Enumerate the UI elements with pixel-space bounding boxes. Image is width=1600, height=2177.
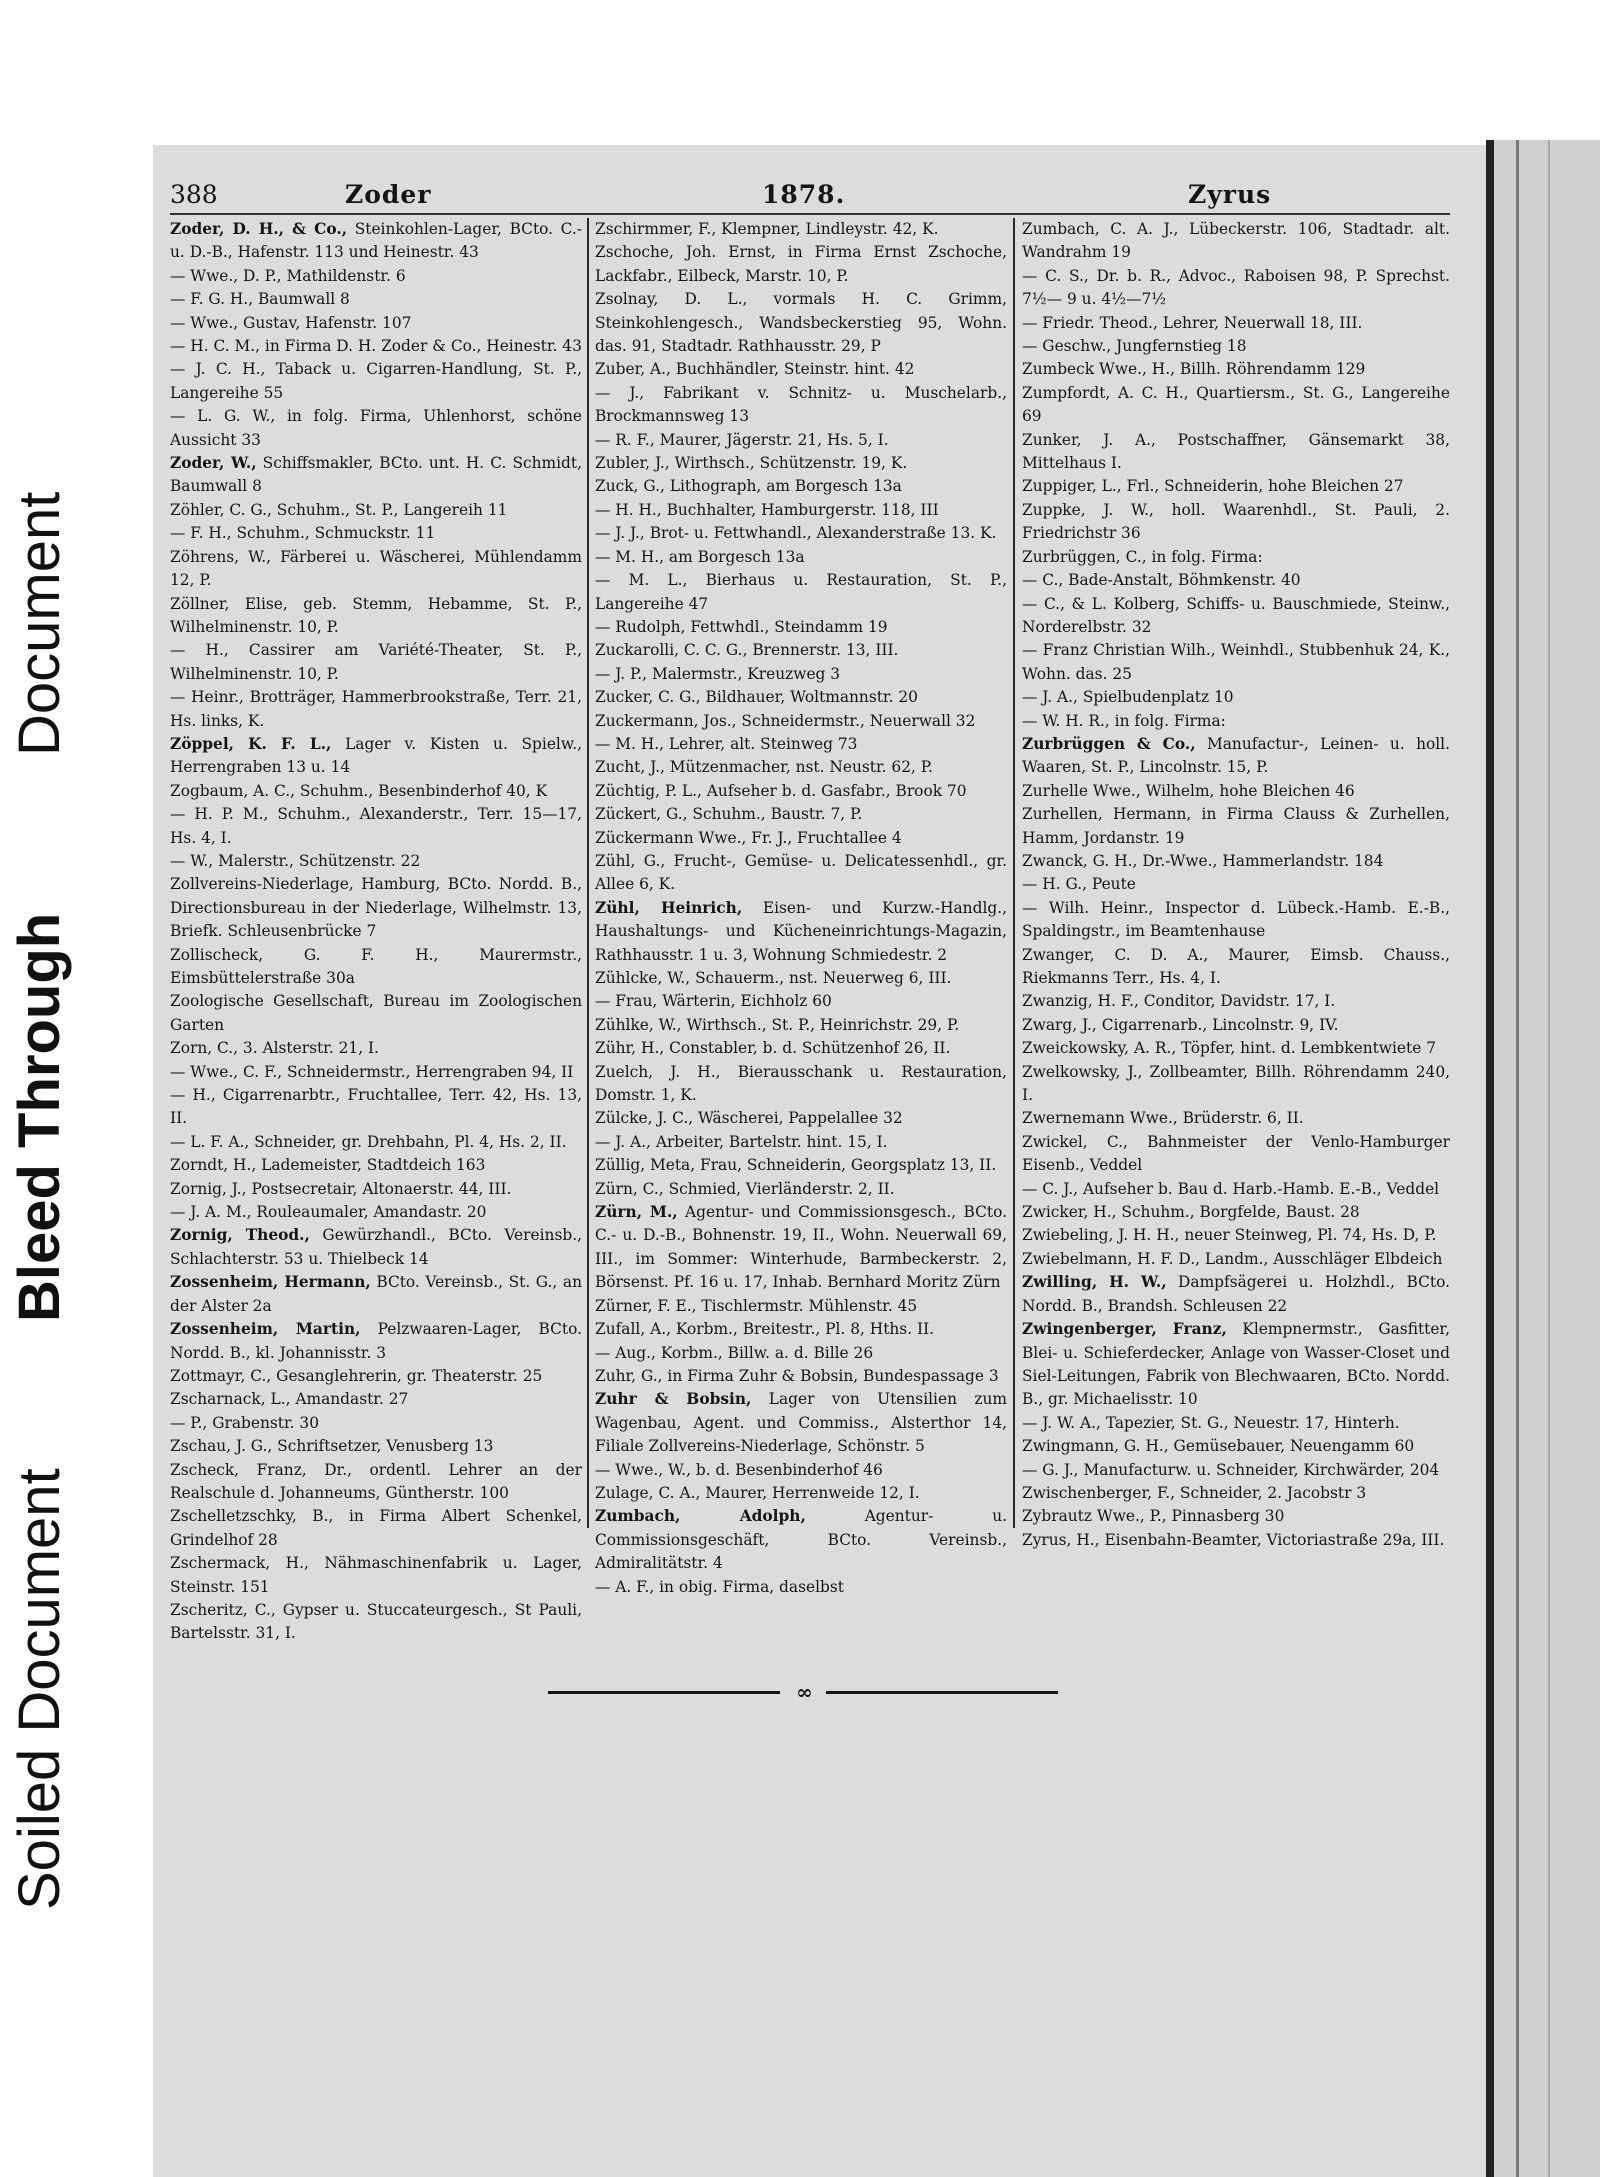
directory-entry	[595, 1342, 1007, 1365]
directory-entry	[1022, 475, 1450, 498]
directory-entry	[595, 686, 1007, 709]
directory-entry	[1022, 1505, 1450, 1528]
entry-text: Zwanck, G. H., Dr.-Wwe., Hammerlandstr. 184	[1022, 851, 1384, 870]
watermark-stamps	[6, 0, 76, 2177]
ornament-rule-left	[548, 1691, 780, 1694]
directory-entry	[1022, 710, 1450, 733]
directory-entry	[170, 1154, 582, 1177]
year-heading: 1878.	[762, 180, 846, 209]
directory-entry	[595, 733, 1007, 756]
directory-entry	[170, 990, 582, 1037]
directory-entry	[1022, 1131, 1450, 1178]
entry-text: Züchtig, P. L., Aufseher b. d. Gasfabr., Brook 70	[595, 781, 967, 800]
entry-firm-name: Zossenheim, Martin,	[170, 1320, 361, 1339]
entry-text: — Geschw., Jungfernstieg 18	[1022, 337, 1247, 356]
entry-text: — C., & L. Kolberg, Schiffs- u. Bauschmiede, Steinw., Norderelbstr. 32	[1022, 594, 1450, 636]
directory-entry	[595, 358, 1007, 381]
directory-entry	[595, 522, 1007, 545]
entry-text: Zurhellen, Hermann, in Firma Clauss & Zurhellen, Hamm, Jordanstr. 19	[1022, 805, 1450, 847]
entry-text: — M. L., Bierhaus u. Restauration, St. P., Langereihe 47	[595, 571, 1007, 613]
directory-entry	[595, 1061, 1007, 1108]
directory-entry	[170, 312, 582, 335]
entry-text: — G. J., Manufacturw. u. Schneider, Kirchwärder, 204	[1022, 1460, 1440, 1479]
entry-firm-name: Zurbrüggen & Co.,	[1022, 734, 1196, 753]
watermark-bleed-through: Bleed Through	[7, 912, 72, 1322]
entry-text: — Friedr. Theod., Lehrer, Neuerwall 18, III.	[1022, 313, 1363, 332]
entry-text: — M. H., am Borgesch 13a	[595, 547, 805, 566]
directory-entry	[170, 944, 582, 991]
entry-text: Zwarg, J., Cigarrenarb., Lincolnstr. 9, IV.	[1022, 1015, 1339, 1034]
directory-entry	[1022, 1201, 1450, 1224]
directory-entry	[595, 241, 1007, 288]
entry-text: Zorn, C., 3. Alsterstr. 21, I.	[170, 1039, 379, 1058]
directory-entry	[1022, 639, 1450, 686]
entry-text: Zwicker, H., Schuhm., Borgfelde, Baust. 28	[1022, 1203, 1360, 1222]
entry-text: — J. A., Spielbudenplatz 10	[1022, 688, 1234, 707]
entry-text: — Franz Christian Wilh., Weinhdl., Stubbenhuk 24, K., Wohn. das. 25	[1022, 641, 1450, 683]
page-number: 388	[170, 180, 218, 209]
directory-column-1	[170, 218, 582, 1643]
entry-text: Zwingmann, G. H., Gemüsebauer, Neuengamm 60	[1022, 1437, 1415, 1456]
column-divider	[1013, 218, 1015, 1528]
entry-text: Zschirmmer, F., Klempner, Lindleystr. 42, K.	[595, 220, 939, 238]
entry-text: — L. F. A., Schneider, gr. Drehbahn, Pl. 4, Hs. 2, II.	[170, 1132, 567, 1151]
directory-entry	[170, 873, 582, 943]
directory-entry	[1022, 1224, 1450, 1247]
entry-text: Zorndt, H., Lademeister, Stadtdeich 163	[170, 1156, 486, 1175]
directory-entry	[595, 1388, 1007, 1458]
entry-text: Zwernemann Wwe., Brüderstr. 6, II.	[1022, 1109, 1304, 1128]
entry-text: — W., Malerstr., Schützenstr. 22	[170, 851, 421, 870]
directory-entry	[170, 639, 582, 686]
entry-text: Zschermack, H., Nähmaschinenfabrik u. Lager, Steinstr. 151	[170, 1554, 582, 1596]
directory-entry	[1022, 382, 1450, 429]
directory-entry	[1022, 218, 1450, 265]
directory-entry	[1022, 429, 1450, 476]
directory-entry	[1022, 358, 1450, 381]
header-rule	[170, 213, 1450, 215]
directory-entry	[595, 288, 1007, 358]
entry-text: Zuhr, G., in Firma Zuhr & Bobsin, Bundespassage 3	[595, 1366, 999, 1385]
directory-entry	[595, 616, 1007, 639]
entry-text: Zöhrens, W., Färberei u. Wäscherei, Mühlendamm 12, P.	[170, 547, 582, 590]
directory-entry	[595, 1014, 1007, 1037]
entry-text: Zyrus, H., Eisenbahn-Beamter, Victoriastraße 29a, III.	[1022, 1530, 1445, 1549]
entry-text: Zückert, G., Schuhm., Baustr. 7, P.	[595, 805, 863, 824]
entry-text: Zucht, J., Mützenmacher, nst. Neustr. 62, P.	[595, 758, 933, 777]
directory-entry	[170, 850, 582, 873]
directory-entry	[595, 756, 1007, 779]
directory-entry	[1022, 1178, 1450, 1201]
directory-entry	[170, 686, 582, 733]
entry-text: Zwiebeling, J. H. H., neuer Steinweg, Pl. 74, Hs. D, P.	[1022, 1226, 1437, 1245]
watermark-soiled-document: Soiled Document	[7, 1468, 72, 1910]
entry-text: — F. H., Schuhm., Schmuckstr. 11	[170, 524, 436, 543]
directory-entry	[595, 1201, 1007, 1295]
directory-entry	[595, 1295, 1007, 1318]
directory-entry	[595, 1107, 1007, 1130]
directory-entry	[170, 522, 582, 545]
entry-text: — Aug., Korbm., Billw. a. d. Bille 26	[595, 1343, 874, 1362]
directory-entry	[170, 288, 582, 311]
entry-text: Zsolnay, D. L., vormals H. C. Grimm, Steinkohlengesch., Wandsbeckerstieg 95, Wohn. das. 91, Stadtadr. Rathhausstr. 29, P	[595, 290, 1007, 356]
entry-text: Zollischeck, G. F. H., Maurermstr., Eimsbüttelerstraße 30a	[170, 945, 582, 987]
entry-text: Zwiebelmann, H. F. D., Landm., Ausschläger Elbdeich	[1022, 1249, 1443, 1268]
entry-text: Zühl, G., Frucht-, Gemüse- u. Delicatessenhdl., gr. Allee 6, K.	[595, 851, 1007, 894]
directory-entry	[595, 710, 1007, 733]
entry-text: — J. C. H., Taback u. Cigarren-Handlung, St. P., Langereihe 55	[170, 360, 582, 402]
entry-text: — Wwe., Gustav, Hafenstr. 107	[170, 313, 412, 332]
entry-text: — Wilh. Heinr., Inspector d. Lübeck.-Hamb. E.-B., Spaldingstr., im Beamtenhause	[1022, 898, 1450, 941]
entry-firm-name: Zwilling, H. W.,	[1022, 1273, 1167, 1292]
directory-entry	[1022, 312, 1450, 335]
directory-entry	[595, 990, 1007, 1013]
entry-text: — J. A. M., Rouleaumaler, Amandastr. 20	[170, 1203, 487, 1222]
directory-entry	[170, 546, 582, 593]
entry-text: Zwickel, C., Bahnmeister der Venlo-Hamburger Eisenb., Veddel	[1022, 1132, 1450, 1175]
entry-text: Zoologische Gesellschaft, Bureau im Zoologischen Garten	[170, 992, 582, 1034]
entry-text: Schiffsmakler, BCto. unt. H. C. Schmidt, Baumwall 8	[170, 454, 582, 496]
entry-text: Zschoche, Joh. Ernst, in Firma Ernst Zschoche, Lackfabr., Eilbeck, Marstr. 10, P.	[595, 243, 1007, 285]
directory-entry	[1022, 1014, 1450, 1037]
directory-entry	[595, 452, 1007, 475]
entry-text: — H. P. M., Schuhm., Alexanderstr., Terr. 15—17, Hs. 4, I.	[170, 805, 582, 847]
entry-text: Zürner, F. E., Tischlermstr. Mühlenstr. 45	[595, 1296, 918, 1315]
entry-text: Lager von Utensilien zum Wagenbau, Agent. und Commiss., Alsterthor 14, Filiale Zollvereins-Niederlage, Schönstr. 5	[595, 1390, 1007, 1456]
entry-text: Lager v. Kisten u. Spielw., Herrengraben 13 u. 14	[170, 734, 582, 777]
directory-entry	[1022, 1061, 1450, 1108]
entry-text: — J. J., Brot- u. Fettwhandl., Alexanderstraße 13. K.	[595, 524, 997, 543]
entry-text: Zybrautz Wwe., P., Pinnasberg 30	[1022, 1507, 1285, 1526]
entry-text: Dampfsägerei u. Holzhdl., BCto. Nordd. B., Brandsh. Schleusen 22	[1022, 1273, 1450, 1315]
entry-text: — J. A., Arbeiter, Bartelstr. hint. 15, I.	[595, 1132, 888, 1151]
directory-entry	[1022, 1318, 1450, 1412]
entry-text: Zückermann Wwe., Fr. J., Fruchtallee 4	[595, 828, 902, 847]
page-edge-line	[1516, 140, 1519, 2177]
directory-entry	[595, 546, 1007, 569]
entry-text: — H. H., Buchhalter, Hamburgerstr. 118, III	[595, 500, 939, 519]
entry-text: Zottmayr, C., Gesanglehrerin, gr. Theaterstr. 25	[170, 1366, 543, 1385]
directory-entry	[1022, 944, 1450, 991]
directory-entry	[1022, 733, 1450, 780]
directory-entry	[170, 452, 582, 499]
directory-entry	[170, 1037, 582, 1060]
page-gutter	[1486, 140, 1494, 2177]
right-catchword: Zyrus	[1188, 180, 1272, 209]
entry-text: BCto. Vereinsb., St. G., an der Alster 2a	[170, 1273, 582, 1315]
directory-entry	[1022, 1459, 1450, 1482]
entry-text: — M. H., Lehrer, alt. Steinweg 73	[595, 734, 858, 753]
entry-text: Zülcke, J. C., Wäscherei, Pappelallee 32	[595, 1109, 903, 1128]
directory-entry	[170, 1271, 582, 1318]
entry-text: — J. W. A., Tapezier, St. G., Neuestr. 17, Hinterh.	[1022, 1413, 1400, 1432]
directory-entry	[170, 1365, 582, 1388]
directory-entry	[170, 803, 582, 850]
entry-text: — Frau, Wärterin, Eichholz 60	[595, 992, 832, 1011]
directory-entry	[595, 1178, 1007, 1201]
directory-entry	[170, 1061, 582, 1084]
entry-text: Zühlke, W., Wirthsch., St. P., Heinrichstr. 29, P.	[595, 1015, 960, 1034]
directory-entry	[1022, 1529, 1450, 1552]
entry-firm-name: Zwingenberger, Franz,	[1022, 1320, 1227, 1339]
directory-entry	[170, 1224, 582, 1271]
directory-entry	[595, 1131, 1007, 1154]
entry-text: Zumbach, C. A. J., Lübeckerstr. 106, Stadtadr. alt. Wandrahm 19	[1022, 220, 1450, 262]
directory-entry	[595, 850, 1007, 897]
next-page-edge	[1494, 140, 1600, 2177]
entry-text: Zucker, C. G., Bildhauer, Woltmannstr. 20	[595, 688, 918, 707]
entry-text: — L. G. W., in folg. Firma, Uhlenhorst, schöne Aussicht 33	[170, 407, 582, 449]
directory-entry	[1022, 873, 1450, 896]
entry-text: Zühr, H., Constabler, b. d. Schützenhof 26, II.	[595, 1039, 951, 1058]
entry-text: — P., Grabenstr. 30	[170, 1413, 320, 1432]
directory-entry	[595, 429, 1007, 452]
directory-entry	[595, 897, 1007, 967]
directory-entry	[595, 1365, 1007, 1388]
entry-text: Klempnermstr., Gasfitter, Blei- u. Schieferdecker, Anlage von Wasser-Closet und Siel-Leitungen, Fabrik von Blechwaaren, BCto. Nordd. B., gr. Michaelisstr. 10	[1022, 1320, 1450, 1409]
directory-entry	[1022, 1435, 1450, 1458]
directory-entry	[595, 218, 1007, 241]
entry-text: — W. H. R., in folg. Firma:	[1022, 711, 1226, 730]
directory-entry	[1022, 265, 1450, 312]
directory-entry	[1022, 335, 1450, 358]
entry-text: Steinkohlen-Lager, BCto. C.- u. D.-B., Hafenstr. 113 und Heinestr. 43	[170, 220, 582, 262]
directory-entry	[595, 1482, 1007, 1505]
entry-text: Zulage, C. A., Maurer, Herrenweide 12, I.	[595, 1483, 920, 1502]
entry-text: Zöhler, C. G., Schuhm., St. P., Langereih 11	[170, 500, 508, 519]
entry-text: Zollvereins-Niederlage, Hamburg, BCto. Nordd. B., Directionsbureau in der Niederlage, Wilhelmstr. 13, Briefk. Schleusenbrücke 7	[170, 875, 582, 941]
entry-text: Zschelletzschky, B., in Firma Albert Schenkel, Grindelhof 28	[170, 1507, 582, 1549]
entry-text: — C. S., Dr. b. R., Advoc., Raboisen 98, P. Sprechst. 7½— 9 u. 4½—7½	[1022, 266, 1450, 309]
watermark-document: Document	[7, 491, 72, 756]
directory-entry	[170, 358, 582, 405]
entry-text: Zscharnack, L., Amandastr. 27	[170, 1390, 409, 1409]
entry-firm-name: Zoder, W.,	[170, 454, 257, 473]
entry-text: Zwelkowsky, J., Zollbeamter, Billh. Röhrendamm 240, I.	[1022, 1062, 1450, 1105]
directory-column-3	[1022, 218, 1450, 1549]
entry-text: Zwanzig, H. F., Conditor, Davidstr. 17, I.	[1022, 992, 1336, 1011]
entry-text: — H., Cassirer am Variété-Theater, St. P., Wilhelminenstr. 10, P.	[170, 641, 582, 683]
directory-column-2	[595, 218, 1007, 1596]
left-catchword: Zoder	[345, 180, 432, 209]
entry-text: Zweickowsky, A. R., Töpfer, hint. d. Lembkentwiete 7	[1022, 1039, 1436, 1058]
entry-text: Zufall, A., Korbm., Breitestr., Pl. 8, Hths. II.	[595, 1320, 935, 1339]
directory-entry	[595, 1576, 1007, 1599]
entry-text: — Rudolph, Fettwhdl., Steindamm 19	[595, 617, 888, 636]
directory-entry	[1022, 803, 1450, 850]
ornament-knot-icon: ∞	[796, 1680, 810, 1704]
directory-entry	[170, 1084, 582, 1131]
entry-firm-name: Zühl, Heinrich,	[595, 898, 743, 917]
directory-entry	[1022, 1482, 1450, 1505]
entry-text: — H. C. M., in Firma D. H. Zoder & Co., Heinestr. 43	[170, 337, 582, 356]
directory-entry	[595, 1318, 1007, 1341]
directory-entry	[595, 1459, 1007, 1482]
page-edge-line	[1548, 140, 1550, 2177]
entry-text: — C., Bade-Anstalt, Böhmkenstr. 40	[1022, 571, 1301, 590]
directory-entry	[1022, 499, 1450, 546]
directory-entry	[170, 1131, 582, 1154]
directory-entry	[170, 265, 582, 288]
entry-text: Zumbeck Wwe., H., Billh. Röhrendamm 129	[1022, 360, 1366, 379]
entry-text: Zürn, C., Schmied, Vierländerstr. 2, II.	[595, 1179, 895, 1198]
entry-text: Manufactur-, Leinen- u. holl. Waaren, St. P., Lincolnstr. 15, P.	[1022, 734, 1450, 777]
directory-entry	[1022, 1412, 1450, 1435]
entry-text: Zuckarolli, C. C. G., Brennerstr. 13, III.	[595, 641, 899, 660]
entry-text: — Wwe., C. F., Schneidermstr., Herrengraben 94, II	[170, 1062, 574, 1081]
directory-entry	[1022, 850, 1450, 873]
directory-entry	[170, 405, 582, 452]
directory-entry	[595, 803, 1007, 826]
column-divider	[587, 218, 589, 1528]
entry-text: Zuelch, J. H., Bierausschank u. Restauration, Domstr. 1, K.	[595, 1062, 1007, 1105]
directory-entry	[170, 1459, 582, 1506]
directory-entry	[1022, 897, 1450, 944]
directory-entry	[595, 382, 1007, 429]
entry-text: Zurbrüggen, C., in folg. Firma:	[1022, 547, 1263, 566]
entry-text: Zöllner, Elise, geb. Stemm, Hebamme, St. P., Wilhelminenstr. 10, P.	[170, 594, 582, 636]
directory-entry	[170, 1201, 582, 1224]
entry-text: Zornig, J., Postsecretair, Altonaerstr. 44, III.	[170, 1179, 512, 1198]
entry-firm-name: Zumbach, Adolph,	[595, 1507, 806, 1526]
entry-firm-name: Zöppel, K. F. L.,	[170, 734, 332, 753]
entry-text: Zunker, J. A., Postschaffner, Gänsemarkt 38, Mittelhaus I.	[1022, 430, 1450, 473]
entry-text: Zwanger, C. D. A., Maurer, Eimsb. Chauss., Riekmanns Terr., Hs. 4, I.	[1022, 945, 1450, 987]
directory-entry	[170, 218, 582, 265]
directory-entry	[1022, 1248, 1450, 1271]
entry-text: — J. P., Malermstr., Kreuzweg 3	[595, 664, 841, 683]
directory-entry	[170, 780, 582, 803]
entry-text: Zuppke, J. W., holl. Waarenhdl., St. Pauli, 2. Friedrichstr 36	[1022, 500, 1450, 543]
entry-text: Zogbaum, A. C., Schuhm., Besenbinderhof 40, K	[170, 781, 548, 800]
entry-text: Zuckermann, Jos., Schneidermstr., Neuerwall 32	[595, 711, 976, 730]
entry-text: — H. G., Peute	[1022, 875, 1136, 894]
directory-entry	[170, 1505, 582, 1552]
directory-entry	[170, 1178, 582, 1201]
directory-entry	[1022, 1037, 1450, 1060]
directory-entry	[595, 967, 1007, 990]
directory-entry	[595, 1505, 1007, 1575]
directory-entry	[1022, 1107, 1450, 1130]
entry-text: Zuber, A., Buchhändler, Steinstr. hint. 42	[595, 360, 915, 379]
directory-entry	[1022, 546, 1450, 569]
entry-firm-name: Zoder, D. H., & Co.,	[170, 220, 348, 238]
ornament-rule-right	[826, 1691, 1058, 1694]
directory-entry	[1022, 780, 1450, 803]
entry-text: Zuppiger, L., Frl., Schneiderin, hohe Bleichen 27	[1022, 477, 1404, 496]
directory-entry	[595, 663, 1007, 686]
entry-text: Zurhelle Wwe., Wilhelm, hohe Bleichen 46	[1022, 781, 1355, 800]
entry-text: — Wwe., D. P., Mathildenstr. 6	[170, 266, 406, 285]
entry-text: Pelzwaaren-Lager, BCto. Nordd. B., kl. Johannisstr. 3	[170, 1320, 582, 1362]
entry-text: — H., Cigarrenarbtr., Fruchtallee, Terr. 42, Hs. 13, II.	[170, 1086, 582, 1128]
tailpiece-ornament	[548, 1680, 1058, 1704]
entry-firm-name: Zürn, M.,	[595, 1203, 678, 1222]
directory-entry	[595, 827, 1007, 850]
entry-text: Zscheck, Franz, Dr., ordentl. Lehrer an der Realschule d. Johanneums, Güntherstr. 100	[170, 1460, 582, 1502]
directory-entry	[170, 1318, 582, 1365]
directory-entry	[170, 733, 582, 780]
entry-text: Agentur- und Commissionsgesch., BCto. C.- u. D.-B., Bohnenstr. 19, II., Wohn. Neuerwall 69, III., im Sommer: Winterhude, Barmbeckerstr. 2, Börsenst. Pf. 16 u. 17, Inhab. Bernhard Moritz Zürn	[595, 1203, 1007, 1292]
entry-text: — C. J., Aufseher b. Bau d. Harb.-Hamb. E.-B., Veddel	[1022, 1179, 1440, 1198]
entry-text: — J., Fabrikant v. Schnitz- u. Muschelarb., Brockmannsweg 13	[595, 383, 1007, 426]
entry-text: — Heinr., Brotträger, Hammerbrookstraße, Terr. 21, Hs. links, K.	[170, 688, 582, 730]
entry-firm-name: Zossenheim, Hermann,	[170, 1273, 371, 1292]
directory-entry	[595, 780, 1007, 803]
directory-entry	[1022, 1271, 1450, 1318]
entry-text: — A. F., in obig. Firma, daselbst	[595, 1577, 844, 1596]
entry-text: Zumpfordt, A. C. H., Quartiersm., St. G., Langereihe 69	[1022, 383, 1450, 426]
directory-entry	[170, 1435, 582, 1458]
entry-text: Zubler, J., Wirthsch., Schützenstr. 19, K.	[595, 454, 908, 473]
directory-entry	[595, 499, 1007, 522]
entry-text: — F. G. H., Baumwall 8	[170, 290, 350, 309]
directory-entry	[170, 499, 582, 522]
entry-text: Zuck, G., Lithograph, am Borgesch 13a	[595, 477, 902, 496]
directory-entry	[170, 593, 582, 640]
directory-entry	[170, 1412, 582, 1435]
directory-entry	[595, 569, 1007, 616]
directory-entry	[170, 1552, 582, 1599]
directory-entry	[595, 1037, 1007, 1060]
directory-entry	[1022, 593, 1450, 640]
entry-text: — Wwe., W., b. d. Besenbinderhof 46	[595, 1460, 883, 1479]
entry-firm-name: Zuhr & Bobsin,	[595, 1390, 752, 1409]
directory-entry	[170, 335, 582, 358]
directory-entry	[595, 639, 1007, 662]
entry-text: Zühlcke, W., Schauerm., nst. Neuerweg 6, III.	[595, 969, 952, 987]
entry-text: Zschau, J. G., Schriftsetzer, Venusberg 13	[170, 1437, 494, 1456]
directory-entry	[170, 1388, 582, 1411]
entry-text: Zscheritz, C., Gypser u. Stuccateurgesch., St Pauli, Bartelsstr. 31, I.	[170, 1600, 582, 1643]
entry-text: Eisen- und Kurzw.-Handlg., Haushaltungs- und Kücheneinrichtungs-Magazin, Rathhausstr. 1 u. 3, Wohnung Schmiedestr. 2	[595, 898, 1007, 964]
directory-entry	[1022, 990, 1450, 1013]
entry-text: Gewürzhandl., BCto. Vereinsb., Schlachterstr. 53 u. Thielbeck 14	[170, 1226, 582, 1268]
directory-entry	[1022, 686, 1450, 709]
directory-entry	[595, 475, 1007, 498]
entry-text: — R. F., Maurer, Jägerstr. 21, Hs. 5, I.	[595, 430, 889, 449]
entry-text: Zwischenberger, F., Schneider, 2. Jacobstr 3	[1022, 1483, 1367, 1502]
directory-entry	[595, 1154, 1007, 1177]
entry-text: Agentur- u. Commissionsgeschäft, BCto. Vereinsb., Admiralitätstr. 4	[595, 1507, 1007, 1573]
entry-firm-name: Zornig, Theod.,	[170, 1226, 310, 1245]
directory-entry	[170, 1599, 582, 1646]
directory-entry	[1022, 569, 1450, 592]
entry-text: Züllig, Meta, Frau, Schneiderin, Georgsplatz 13, II.	[595, 1156, 997, 1175]
